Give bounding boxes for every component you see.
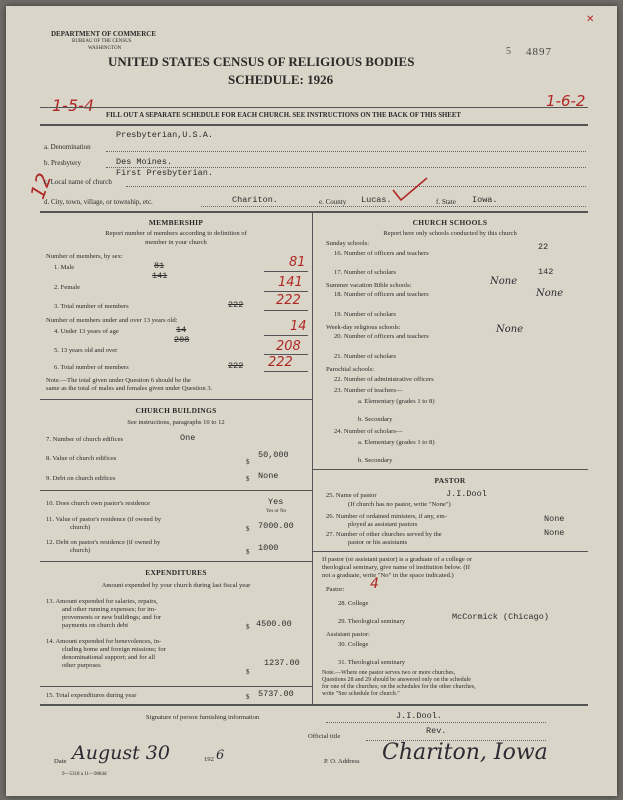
q18-value: None	[536, 288, 564, 299]
q29-value: McCormick (Chicago)	[452, 612, 549, 622]
signature-label: Signature of person furnishing information	[146, 714, 260, 721]
schools-heading: CHURCH SCHOOLS	[412, 218, 488, 227]
q19-label: 19. Number of scholars	[334, 311, 396, 318]
schedule-title: SCHEDULE: 1926	[228, 72, 334, 87]
pastor-heading: PASTOR	[434, 476, 466, 485]
q20-label: 20. Number of officers and teachers	[334, 333, 429, 340]
age-intro-label: Number of members under and over 13 years old:	[46, 317, 178, 324]
membership-heading: MEMBERSHIP	[148, 218, 204, 227]
q24-label: 24. Number of scholars—	[334, 428, 403, 435]
q2-typed: 141	[152, 271, 168, 281]
city-value: Chariton.	[232, 195, 278, 205]
q23a-label: a. Elementary (grades 1 to 8)	[358, 398, 435, 405]
county-value: Lucas.	[361, 195, 392, 205]
schools-sub: Report here only schools conducted by this church	[383, 230, 517, 237]
q16-label: 16. Number of officers and teachers	[334, 250, 429, 257]
q10-value: Yes	[268, 497, 284, 507]
q27-value: None	[544, 528, 565, 538]
pastor-note-3: for one of the churches; on the schedules for the other churches,	[322, 684, 476, 690]
official-title-label: Official title	[308, 733, 341, 740]
q14-label-c: denominational support; and for all	[62, 654, 156, 661]
official-title-value: Rev.	[426, 726, 447, 736]
parochial-schools-label: Parochial schools:	[326, 366, 375, 373]
pastor-note-1: Note.—Where one pastor serves two or more churches,	[322, 670, 456, 676]
q17-label: 17. Number of scholars	[334, 269, 396, 276]
weekday-schools-label: Week-day religious schools:	[326, 324, 401, 331]
q21-label: 21. Number of scholars	[334, 353, 396, 360]
membership-intro-1: Report number of members according to definition of	[105, 230, 247, 237]
q1-label: 1. Male	[54, 264, 75, 271]
membership-intro-2: member in your church	[145, 239, 207, 246]
q13-value: 4500.00	[256, 619, 292, 629]
q17-value: 142	[538, 267, 554, 277]
q15-value: 5737.00	[258, 689, 294, 699]
q9-value: None	[258, 471, 279, 481]
denomination-label: a. Denomination	[44, 143, 91, 151]
county-label: e. County	[319, 198, 347, 206]
summer-schools-value: None	[490, 276, 518, 287]
po-address-label: P. O. Address	[324, 758, 360, 765]
date-label: Date	[54, 758, 67, 765]
q30-label: 30. College	[338, 641, 369, 648]
q3-label: 3. Total number of members	[54, 303, 129, 310]
date-year-printed: 192	[204, 756, 214, 763]
q18-label: 18. Number of officers and teachers	[334, 291, 429, 298]
q14-label-b: cluding home and foreign missions; for	[62, 646, 166, 653]
q12-label-b: church)	[70, 547, 91, 554]
q8-value: 50,000	[258, 450, 289, 460]
presbytery-label: b. Presbytery	[44, 159, 81, 167]
q12-label-a: 12. Debt on pastor's residence (if owned by	[46, 539, 161, 546]
q10-label: 10. Does church own pastor's residence	[46, 500, 151, 507]
q2-red: 141	[278, 275, 303, 290]
q8-label: 8. Value of church edifices	[46, 455, 117, 462]
q27-label-a: 27. Number of other churches served by the	[326, 531, 442, 538]
q1-typed: 81	[154, 261, 165, 271]
graduate-note-3: not a graduate, write "No" in the space indicated.)	[322, 572, 454, 579]
q28-label: 28. College	[338, 600, 369, 607]
assistant-pastor-label: Assistant pastor:	[326, 631, 370, 638]
date-year-hand: 6	[216, 748, 225, 763]
q26-label-a: 26. Number of ordained ministers, if any, em-	[326, 513, 447, 520]
graduate-note-1: If pastor (or assistant pastor) is a graduate of a college or	[322, 556, 472, 563]
instruction-banner: FILL OUT A SEPARATE SCHEDULE FOR EACH CHURCH. SEE INSTRUCTIONS ON THE BACK OF THIS SHEET	[106, 112, 461, 119]
q3-typed: 222	[228, 300, 244, 310]
bureau-label: BUREAU OF THE CENSUS	[72, 39, 132, 44]
signature-value: J.I.Dool.	[396, 711, 442, 721]
corner-mark-icon: ✕	[586, 14, 595, 25]
q12-value: 1000	[258, 543, 279, 553]
local-name-value: First Presbyterian.	[116, 168, 213, 178]
q13-label-c: provements or new buildings; and for	[62, 614, 162, 621]
q13-label-b: and other running expenses; for im-	[62, 606, 157, 613]
state-label: f. State	[436, 198, 456, 206]
stamp-prefix: 5	[506, 46, 511, 57]
state-value: Iowa.	[472, 195, 498, 205]
q6-label: 6. Total number of members	[54, 364, 129, 371]
q11-label-a: 11. Value of pastor's residence (if owned by	[46, 516, 162, 523]
q22-label: 22. Number of administrative officers	[334, 376, 434, 383]
form-code: 9—5318 a 11—9084d	[62, 772, 107, 777]
red-margin-mark: 12	[25, 169, 57, 203]
department-label: DEPARTMENT OF COMMERCE	[51, 30, 157, 38]
date-value: August 30	[72, 742, 170, 764]
stamp-number: 4897	[526, 46, 552, 58]
expenditures-sub: Amount expended by your church during last fiscal year	[101, 582, 251, 589]
q5-label: 5. 13 years old and over	[54, 347, 118, 354]
yes-no-hint: Yes or No	[266, 509, 287, 514]
q6-red: 222	[268, 355, 293, 370]
q24a-label: a. Elementary (grades 1 to 8)	[358, 439, 435, 446]
q14-label-a: 14. Amount expended for benevolences, in-	[46, 638, 162, 645]
pastor-label: Pastor:	[326, 586, 345, 593]
q13-label-d: payments on church debt	[62, 622, 129, 629]
q26-value: None	[544, 514, 565, 524]
form-title: UNITED STATES CENSUS OF RELIGIOUS BODIES	[108, 54, 415, 69]
q4-typed: 14	[176, 325, 187, 335]
q25-value: J.I.Dool	[446, 489, 487, 499]
q13-label-a: 13. Amount expended for salaries, repairs,	[46, 598, 158, 605]
membership-note-2: same as the total of males and females given under Question 3.	[46, 385, 213, 392]
pastor-red-mark: 4	[370, 576, 379, 592]
members-by-sex-label: Number of members, by sex:	[46, 253, 123, 260]
q24b-label: b. Secondary	[358, 457, 393, 464]
q4-label: 4. Under 13 years of age	[54, 328, 119, 335]
q6-typed: 222	[228, 361, 244, 371]
summer-schools-label: Summer vacation Bible schools:	[326, 282, 412, 289]
census-form-page: DEPARTMENT OF COMMERCE BUREAU OF THE CENSUS WASHINGTON UNITED STATES CENSUS OF RELIGIOUS BODIES SCHEDULE: 1926 5 4897 1-5-4 1-6-2 12 ✕ FILL OUT A SEPARATE SCHEDULE FOR EACH CHURCH. SEE INSTRUCTIONS ON THE BACK OF THIS SHEET Presbyterian,U.S.A. a. Denomination b. Presbytery Des Moines. First Presbyterian. c. Local name of church d. City, town, village, or township, etc. Chariton. e. County Lucas. f. State Iowa. MEMBERSHIP Report number of members according to definition of member in your church Number of members, by sex: 1. Male 81 81 141 2. Female 141 3. Total number of members 222 222 Number of members under and over 13 years old: 4. Under 13 years of age 14 14 208 5. 13 years old and over 208 6. Total number of members 222 222 Note.—The total given under Question 6 should be the same as the total of males and females given under Question 3. CHURCH BUILDINGS See instructions, paragraphs 10 to 12 7. Number of church edifices One 8. Value of church edifices $ 50,000 9. Debt on church edifices $ None 10. Does church own pastor's residence Yes Yes or No 11. Value of pastor's residence (if owned by church) $ 7000.00 12. Debt on pastor's residence (if owned by church) $ 1000 EXPENDITURES Amount expended by your church during last fiscal year 13. Amount expended for salaries, repairs, and other running expenses; for im- provements or new buildings; and for payments on church debt $ 4500.00 14. Amount expended for benevolences, in- cluding home and foreign missions; for denominational support; and for all other purposes $ 1237.00 15. Total expenditures during year $ 5737.00 CHURCH SCHOOLS Report here only schools conducted by this church Sunday schools: 22 16. Number of officers and teachers 17. Number of scholars 142 Summer vacation Bible schools: None 18. Number of officers and teachers None 19. Number of scholars Week-day religious schools: 20. Number of officers and teachers None 21. Number of scholars Parochial schools: 22. Number of administrative officers 23. Number of teachers— a. Elementary (grades 1 to 8) b. Secondary 24. Number of scholars— a. Elementary (grades 1 to 8) b. Secondary PASTOR 25. Name of pastor J.I.Dool (If church has no pastor, write "None") 26. Number of ordained ministers, if any, em- ployed as assistant pastors None 27. Number of other churches served by the pastor or his assistants None If pastor (or assistant pastor) is a graduate of a college or theological seminary, give name of institution below. (If not a graduate, write "No" in the space indicated.) Pastor: 4 28. College 29. Theological seminary McCormick (Chicago) Assistant pastor: 30. College 31. Theological seminary Note.—Where one pastor serves two or more churches, Questions 28 and 29 should be answered only on the schedule for one of the churches; on the schedules for the other churches, write "See schedule for church." Signature of person furnishing information J.I.Dool. Official title Rev. Date August 30 192 6 9—5318 a 11—9084d P. O. Address Chariton, Iowa	[6, 6, 617, 796]
q27-label-b: pastor or his assistants	[348, 539, 408, 546]
red-annotation-right: 1-6-2	[546, 92, 586, 110]
city-label: WASHINGTON	[88, 46, 122, 51]
q5-red: 208	[276, 339, 301, 354]
q4-red: 14	[290, 319, 307, 334]
q25-label: 25. Name of pastor	[326, 492, 377, 499]
po-address-value: Chariton, Iowa	[382, 740, 548, 765]
buildings-sub: See instructions, paragraphs 10 to 12	[127, 419, 225, 426]
q3-red: 222	[276, 293, 301, 308]
q11-label-b: church)	[70, 524, 91, 531]
q23-label: 23. Number of teachers—	[334, 387, 403, 394]
q1-red: 81	[289, 255, 306, 270]
q26-label-b: ployed as assistant pastors	[348, 521, 418, 528]
membership-note-1: Note.—The total given under Question 6 should be the	[46, 377, 191, 384]
pastor-note-2: Questions 28 and 29 should be answered only on the schedule	[322, 677, 471, 683]
q23b-label: b. Secondary	[358, 416, 393, 423]
q31-label: 31. Theological seminary	[338, 659, 406, 666]
q14-label-d: other purposes	[62, 662, 101, 669]
red-check-icon	[391, 176, 431, 206]
q14-value: 1237.00	[264, 658, 300, 668]
q7-label: 7. Number of church edifices	[46, 436, 124, 443]
q11-value: 7000.00	[258, 521, 294, 531]
city-label-field: d. City, town, village, or township, etc.	[44, 198, 153, 206]
q2-label: 2. Female	[54, 284, 81, 291]
local-name-label: c. Local name of church	[44, 178, 112, 186]
denomination-value: Presbyterian,U.S.A.	[116, 130, 213, 140]
red-annotation-left: 1-5-4	[52, 96, 95, 115]
sunday-officers-value: 22	[538, 242, 549, 252]
sunday-schools-label: Sunday schools:	[326, 240, 370, 247]
q20-value: None	[496, 324, 524, 335]
q25-note: (If church has no pastor, write "None")	[348, 501, 451, 508]
pastor-note-4: write "See schedule for church."	[322, 691, 400, 697]
q15-label: 15. Total expenditures during year	[46, 692, 137, 699]
q7-value: One	[180, 433, 196, 443]
presbytery-value: Des Moines.	[116, 157, 173, 167]
q29-label: 29. Theological seminary	[338, 618, 406, 625]
q9-label: 9. Debt on church edifices	[46, 475, 116, 482]
graduate-note-2: theological seminary, give name of institution below. (If	[322, 564, 471, 571]
q5-typed: 208	[174, 335, 190, 345]
expenditures-heading: EXPENDITURES	[145, 568, 207, 577]
buildings-heading: CHURCH BUILDINGS	[135, 406, 217, 415]
